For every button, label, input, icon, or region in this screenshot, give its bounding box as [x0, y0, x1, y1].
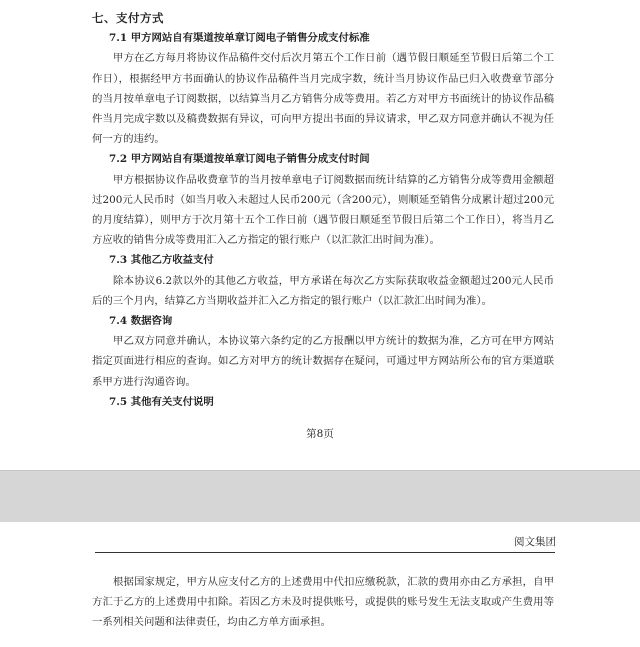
subsection-7-1-title: 7.1 甲方网站自有渠道按单章订阅电子销售分成支付标准 [109, 32, 370, 45]
subsection-7-4-title: 7.4 数据咨询 [109, 315, 173, 328]
subsection-7-2-title: 7.2 甲方网站自有渠道按单章订阅电子销售分成支付时间 [109, 153, 370, 166]
subsection-7-5-title: 7.5 其他有关支付说明 [109, 395, 214, 408]
subsection-7-3-text: 除本协议6.2款以外的其他乙方收益，甲方承诺在每次乙方实际获取收益金额超过200元人民币后的三个月内，结算乙方当期收益并汇入乙方指定的银行账户（以汇款汇出时间为准）。 [92, 274, 554, 307]
payment-note-text: 根据国家规定，甲方从应支付乙方的上述费用中代扣应缴税款，汇款的费用亦由乙方承担，自甲方汇于乙方的上述费用中扣除。若因乙方未及时提供账号，或提供的账号发生无法支取或产生费用等一系列相关问题和法律责任，均由乙方单方面承担。 [92, 576, 554, 629]
subsection-7-3-title: 7.3 其他乙方收益支付 [109, 254, 214, 267]
page-content [92, 572, 554, 633]
header-rule [95, 552, 555, 553]
page-header-label: 阅文集团 [514, 536, 556, 548]
subsection-7-1-text: 甲方在乙方每月将协议作品稿件交付后次月第五个工作日前（遇节假日顺延至节假日后第二个工作日），根据经甲方书面确认的协议作品稿件当月完成字数，统计当月协议作品已归入收费章节部分的当月按单章电子订阅数据，以结算当月乙方销售分成等费用。若乙方对甲方书面统计的协议作品稿件当月完成字数以及稿费数据有异议，可向甲方提出书面的异议请求，甲乙双方同意并确认不视为任何一方的违约。 [92, 52, 554, 146]
page-content [92, 8, 554, 412]
page-number: 第8页 [306, 428, 334, 440]
section-title: 七、支付方式 [92, 11, 164, 25]
page-separator [0, 470, 640, 523]
subsection-7-2-text: 甲方根据协议作品收费章节的当月按单章电子订阅数据而统计结算的乙方销售分成等费用金额超过200元人民币时（如当月收入未超过人民币200元（含200元），则顺延至销售分成累计超过200元的月度结算），则甲方于次月第十五个工作日前（遇节假日顺延至节假日后第二个工作日），将当月乙方应收的销售分成等费用汇入乙方指定的银行账户（以汇款汇出时间为准）。 [92, 173, 554, 247]
subsection-7-4-text: 甲乙双方同意并确认，本协议第六条约定的乙方报酬以甲方统计的数据为准，乙方可在甲方网站指定页面进行相应的查询。如乙方对甲方的统计数据存在疑问，可通过甲方网站所公布的官方渠道联系甲方进行沟通咨询。 [92, 335, 554, 388]
document-page-9 [0, 522, 640, 647]
